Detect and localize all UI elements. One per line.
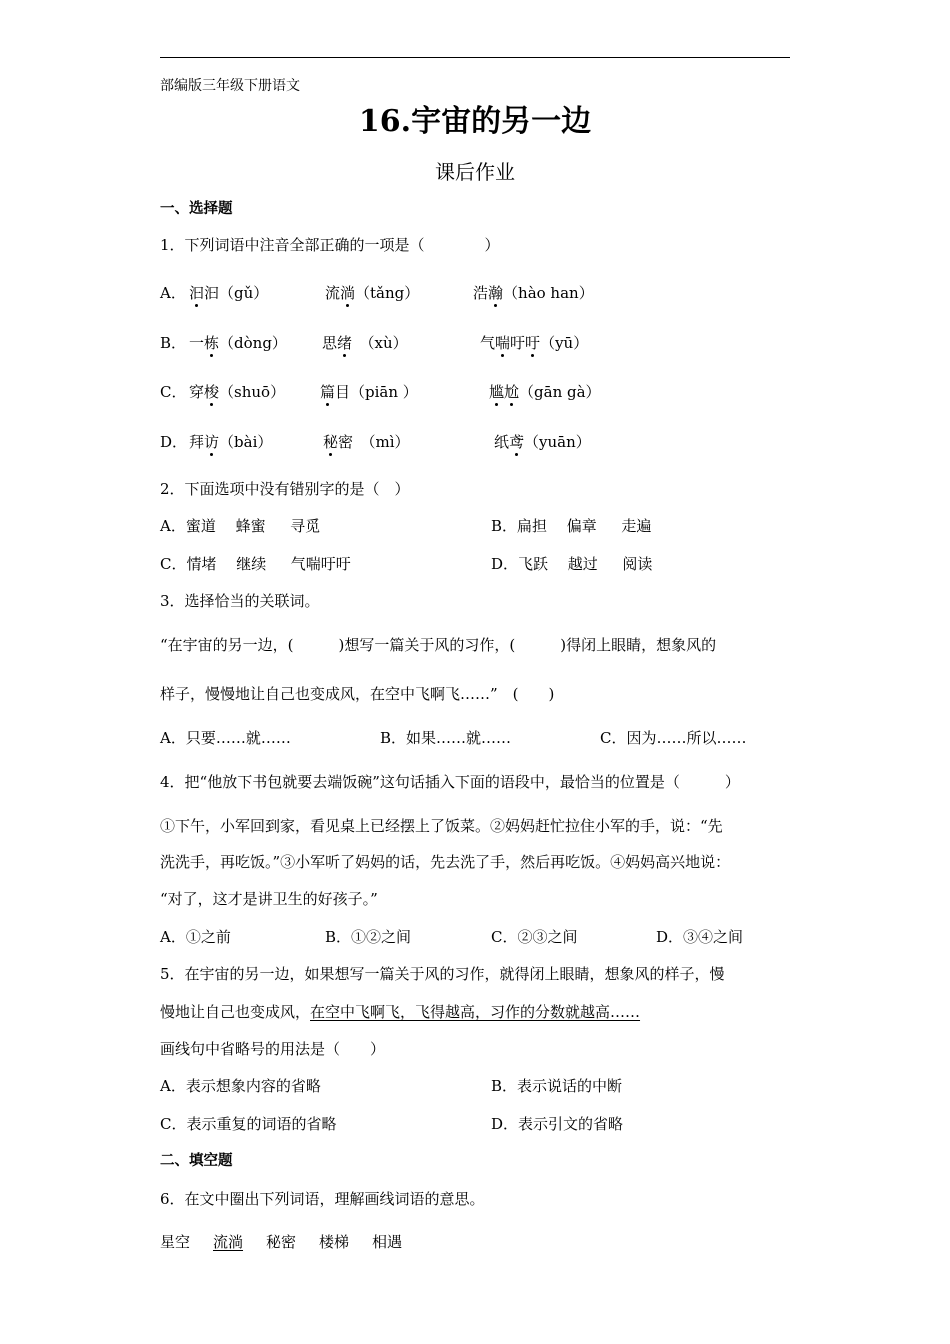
q3-passage-line2: 样子，慢慢地让自己也变成风，在空中飞啊飞……” ( )	[160, 685, 555, 703]
page-subtitle: 课后作业	[435, 160, 515, 184]
q5-option-b: B．表示说话的中断	[491, 1077, 623, 1095]
q1-option-b-label: B．	[160, 334, 187, 352]
emphasis-dot-char: 瀚	[488, 284, 504, 302]
q6-word-5: 相遇	[372, 1233, 403, 1251]
q1-option-c-word2: 篇目（piān ）	[320, 383, 418, 401]
header-rule	[160, 57, 790, 58]
q1-option-a-label: A．	[160, 284, 186, 302]
q4-option-d: D．③④之间	[656, 928, 744, 946]
q3-option-a: A．只要……就……	[160, 729, 291, 747]
q4-passage-line3: “对了，这才是讲卫生的好孩子。”	[160, 890, 378, 908]
emphasis-dot-char: 鸢	[509, 433, 525, 451]
q3-passage-line1: “在宇宙的另一边，( )想写一篇关于风的习作，( )得闭上眼睛，想象风的	[160, 636, 717, 654]
q1-option-d-label: D．	[160, 433, 188, 451]
section-heading-fill: 二、填空题	[160, 1152, 233, 1169]
emphasis-dot-char: 喘	[495, 334, 511, 352]
q1-option-a-word1: 汩汩（gǔ）	[189, 284, 269, 302]
q1-option-b-word1: 一栋（dòng）	[189, 334, 287, 352]
q3-stem: 3．选择恰当的关联词。	[160, 592, 320, 610]
q4-option-a: A．①之前	[160, 928, 231, 946]
q1-option-a-word2: 流淌（tǎng）	[325, 284, 420, 302]
q3-option-b: B．如果……就……	[380, 729, 512, 747]
q1-option-d-word1: 拜访（bài）	[189, 433, 273, 451]
q1-option-c-label: C．	[160, 383, 187, 401]
underlined-sentence: 在空中飞啊飞，飞得越高，习作的分数就越高……	[310, 1003, 641, 1021]
emphasis-dot-char: 秘	[323, 433, 339, 451]
emphasis-dot-char: 绪	[337, 334, 353, 352]
header-text: 部编版三年级下册语文	[160, 78, 300, 94]
emphasis-dot-char: 栋	[204, 334, 220, 352]
q2-option-c: C．情堵 继续 气喘吁吁	[160, 555, 351, 573]
q1-option-a-word3: 浩瀚（hào han）	[473, 284, 594, 302]
page-title: 16.宇宙的另一边	[358, 104, 592, 139]
q1-option-d-word2: 秘密 （mì）	[323, 433, 410, 451]
q4-option-c: C．②③之间	[491, 928, 578, 946]
emphasis-dot-char: 访	[204, 433, 220, 451]
q2-option-a: A．蜜道 蜂蜜 寻觅	[160, 517, 321, 535]
section-heading-choice: 一、选择题	[160, 200, 233, 217]
q5-option-a: A．表示想象内容的省略	[160, 1077, 321, 1095]
emphasis-dot-char: 篇	[320, 383, 336, 401]
q2-option-b: B．扁担 偏章 走遍	[491, 517, 652, 535]
q5-option-d: D．表示引文的省略	[491, 1115, 624, 1133]
q2-option-d: D．飞跃 越过 阅读	[491, 555, 653, 573]
q6-word-1: 星空	[160, 1233, 191, 1251]
q5-passage-line2: 慢地让自己也变成风，在空中飞啊飞，飞得越高，习作的分数就越高……	[160, 1003, 641, 1021]
emphasis-dot-char: 淌	[340, 284, 356, 302]
q2-stem: 2．下面选项中没有错别字的是（ ）	[160, 480, 410, 498]
q1-option-d-word3: 纸鸢（yuān）	[494, 433, 591, 451]
q4-passage-line1: ①下午，小军回到家，看见桌上已经摆上了饭菜。②妈妈赶忙拉住小军的手，说：“先	[160, 817, 723, 835]
emphasis-dot-char: 汩	[189, 284, 205, 302]
q1-option-c-word3: 尴尬（gān gà）	[489, 383, 601, 401]
q1-option-c-word1: 穿梭（shuō）	[189, 383, 286, 401]
q6-stem: 6．在文中圈出下列词语，理解画线词语的意思。	[160, 1190, 485, 1208]
q5-passage-line1: 5．在宇宙的另一边，如果想写一篇关于风的习作，就得闭上眼睛，想象风的样子，慢	[160, 965, 725, 983]
emphasis-dot-char: 梭	[204, 383, 220, 401]
q5-option-c: C．表示重复的词语的省略	[160, 1115, 337, 1133]
q4-option-b: B．①②之间	[325, 928, 412, 946]
q6-word-4: 楼梯	[319, 1233, 350, 1251]
q4-stem: 4．把“他放下书包就要去端饭碗”这句话插入下面的语段中，最恰当的位置是（ ）	[160, 773, 740, 791]
q1-stem: 1．下列词语中注音全部正确的一项是（ ）	[160, 236, 500, 254]
q5-question: 画线句中省略号的用法是（ ）	[160, 1040, 386, 1058]
q4-passage-line2: 洗洗手，再吃饭。”③小军听了妈妈的话，先去洗了手，然后再吃饭。④妈妈高兴地说：	[160, 853, 731, 871]
emphasis-dot-char: 尴	[489, 383, 505, 401]
q3-option-c: C．因为……所以……	[600, 729, 747, 747]
emphasis-dot-char: 吁	[525, 334, 541, 352]
q6-word-3: 秘密	[266, 1233, 297, 1251]
q1-option-b-word2: 思绪 （xù）	[322, 334, 408, 352]
q6-word-2-underlined: 流淌	[213, 1233, 244, 1251]
q1-option-b-word3: 气喘吁吁（yū）	[480, 334, 589, 352]
emphasis-dot-char: 尬	[504, 383, 520, 401]
